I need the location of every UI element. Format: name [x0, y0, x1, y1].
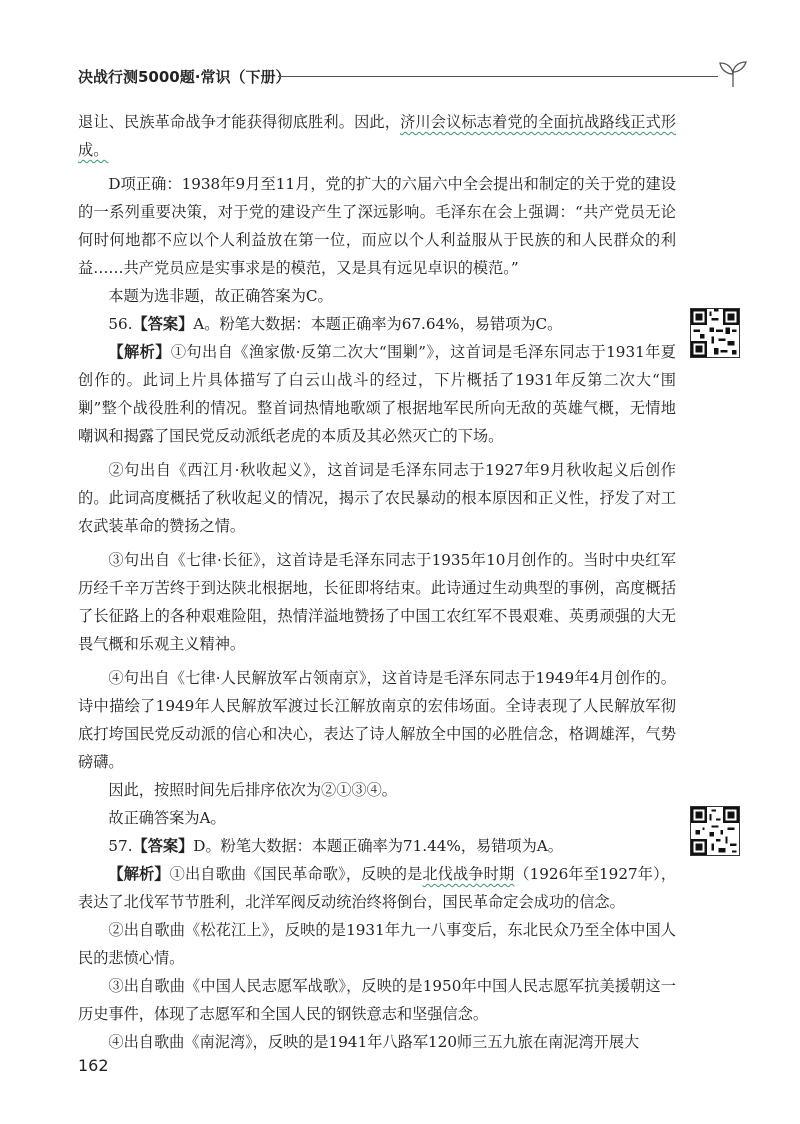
paragraph: 因此，按照时间先后排序依次为②①③④。	[108, 781, 397, 799]
book-title: 决战行测5000题·常识（下册）	[78, 68, 291, 86]
paragraph: ③句出自《七律·长征》，这首诗是毛泽东同志于1935年10月创作的。当时中央红军历经千辛万苦终于到达陕北根据地，长征即将结束。此诗通过生动典型的事例，高度概括了长征路上的各种艰难险阻，热情洋溢地赞扬了中国工农红军不畏艰难、英勇顽强的大无畏气概和乐观主义精神。	[78, 551, 676, 653]
paragraph: ③出自歌曲《中国人民志愿军战歌》，反映的是1950年中国人民志愿军抗美援朝这一历史事件，体现了志愿军和全国人民的钢铁意志和坚强信念。	[78, 977, 676, 1023]
qr-code-icon[interactable]	[690, 806, 740, 856]
qr-code-icon[interactable]	[690, 308, 740, 358]
highlighted-text: 济川会议标志着党的全面抗战路线正式形成。	[78, 113, 677, 159]
page-number: 162	[78, 1056, 109, 1075]
paragraph: ④出自歌曲《南泥湾》，反映的是1941年八路军120师三五九旅在南泥湾开展大	[108, 1033, 640, 1051]
q57-answer: 57.【答案】D。粉笔大数据：本题正确率为71.44%，易错项为A。	[108, 837, 563, 855]
paragraph: 本题为选非题，故正确答案为C。	[108, 287, 333, 305]
q56-analysis-1: 【解析】①句出自《渔家傲·反第二次大“围剿”》，这首词是毛泽东同志于1931年夏创作的。此词上片具体描写了白云山战斗的经过，下片概括了1931年反第二次大“围剿”整个战役胜利的情况。整首词热情地歌颂了根据地军民所向无敌的英雄气概，无情地嘲讽和揭露了国民党反动派纸老虎的本质及其必然灭亡的下场。	[78, 343, 676, 445]
q56-answer: 56.【答案】A。粉笔大数据：本题正确率为67.64%，易错项为C。	[108, 315, 563, 333]
paragraph: 故正确答案为A。	[108, 809, 226, 827]
highlighted-text: 北伐战争时期	[422, 865, 515, 883]
sprout-icon	[716, 60, 750, 88]
paragraph: D项正确：1938年9月至11月，党的扩大的六届六中全会提出和制定的关于党的建设的一系列重要决策，对于党的建设产生了深远影响。毛泽东在会上强调：“共产党员无论何时何地都不应以个人利益放在第一位，而应以个人利益服从于民族的和人民群众的利益……共产党员应是实事求是的模范，又是具有远见卓识的模范。”	[78, 175, 676, 277]
page-header	[78, 60, 758, 90]
page-body	[78, 108, 676, 1056]
q57-analysis-1: 【解析】①出自歌曲《国民革命歌》，反映的是北伐战争时期（1926年至1927年），表达了北伐军节节胜利，北洋军阀反动统治终将倒台，国民革命定会成功的信念。	[78, 865, 677, 911]
paragraph: 退让、民族革命战争才能获得彻底胜利。因此，济川会议标志着党的全面抗战路线正式形成。	[78, 113, 677, 159]
header-rule	[278, 76, 718, 77]
paragraph: ②句出自《西江月·秋收起义》，这首词是毛泽东同志于1927年9月秋收起义后创作的。此词高度概括了秋收起义的情况，揭示了农民暴动的根本原因和正义性，抒发了对工农武装革命的赞扬之情。	[78, 461, 676, 535]
paragraph: ④句出自《七律·人民解放军占领南京》，这首诗是毛泽东同志于1949年4月创作的。诗中描绘了1949年人民解放军渡过长江解放南京的宏伟场面。全诗表现了人民解放军彻底打垮国民党反动派的信心和决心，表达了诗人解放全中国的必胜信念，格调雄浑，气势磅礴。	[78, 669, 676, 771]
paragraph: ②出自歌曲《松花江上》，反映的是1931年九一八事变后，东北民众乃至全体中国人民的悲愤心情。	[78, 921, 676, 967]
